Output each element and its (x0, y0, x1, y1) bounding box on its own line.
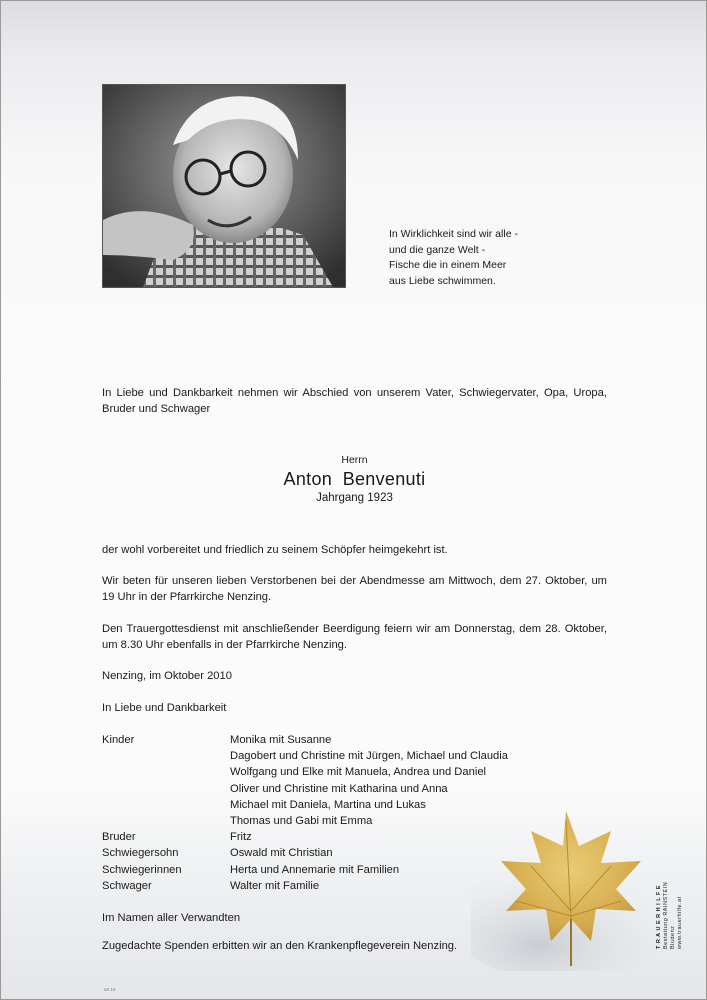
family-name: Walter mit Familie (230, 879, 320, 892)
family-label (102, 781, 182, 797)
paragraph-funeral: Den Trauergottesdienst mit anschließender Beerdigung feiern wir am Donnerstag, dem 28. Oktober, um 8.30 Uhr ebenfalls in der Pfarrkirche Nenzing. (102, 623, 607, 651)
family-label: Bruder (102, 831, 136, 844)
family-label (102, 748, 182, 764)
family-label (102, 813, 182, 829)
family-name: Fritz (230, 831, 252, 844)
quote-line: und die ganze Welt - (389, 243, 486, 256)
logo-line: Bestattung RAINSTEIN Bludenz (663, 881, 676, 949)
quote-block (389, 227, 518, 289)
portrait-image (103, 85, 345, 287)
gratitude-line: In Liebe und Dankbarkeit (102, 702, 227, 714)
salutation: Herrn (341, 454, 368, 466)
funeral-home-logo (656, 869, 686, 949)
place-date: Nenzing, im Oktober 2010 (102, 670, 232, 682)
paragraph-departure: der wohl vorbereitet und friedlich zu seinem Schöpfer heimgekehrt ist. (102, 544, 448, 556)
family-labels (102, 732, 182, 894)
footer-code: art 19 (104, 987, 116, 992)
portrait-photo (102, 84, 346, 288)
logo-line: T R A U E R H I L F E (656, 884, 662, 949)
quote-line: aus Liebe schwimmen. (389, 274, 496, 287)
intro-text: In Liebe und Dankbarkeit nehmen wir Abschied von unserem Vater, Schwiegervater, Opa, Uropa, Bruder und Schwager (102, 387, 607, 415)
family-label: Schwiegersohn (102, 847, 179, 860)
paragraph-evening-mass: Wir beten für unseren lieben Verstorbenen bei der Abendmesse am Mittwoch, dem 27. Oktober, um 19 Uhr in der Pfarrkirche Nenzing. (102, 575, 607, 603)
family-names (230, 732, 508, 894)
family-name: Wolfgang und Elke mit Manuela, Andrea und Daniel (230, 766, 487, 779)
donation-line: Zugedachte Spenden erbitten wir an den Krankenpflegeverein Nenzing. (102, 940, 458, 952)
relatives-line: Im Namen aller Verwandten (102, 912, 241, 924)
family-name: Oliver und Christine mit Katharina und Anna (230, 782, 448, 795)
family-name: Michael mit Daniela, Martina und Lukas (230, 798, 426, 811)
family-name: Thomas und Gabi mit Emma (230, 815, 373, 828)
birth-year: Jahrgang 1923 (316, 492, 393, 504)
family-name: Oswald mit Christian (230, 847, 333, 860)
quote-line: In Wirklichkeit sind wir alle - (389, 228, 518, 240)
family-label (102, 764, 182, 780)
family-name: Monika mit Susanne (230, 734, 332, 746)
family-label: Schwager (102, 879, 152, 892)
family-name: Dagobert und Christine mit Jürgen, Michael und Claudia (230, 750, 508, 763)
family-name: Herta und Annemarie mit Familien (230, 863, 400, 876)
deceased-name: Anton Benvenuti (283, 469, 426, 489)
family-label (102, 797, 182, 813)
family-label: Schwiegerinnen (102, 863, 182, 876)
logo-line: www.trauerhilfe.at (677, 896, 683, 949)
quote-line: Fische die in einem Meer (389, 259, 507, 271)
family-label: Kinder (102, 734, 135, 746)
